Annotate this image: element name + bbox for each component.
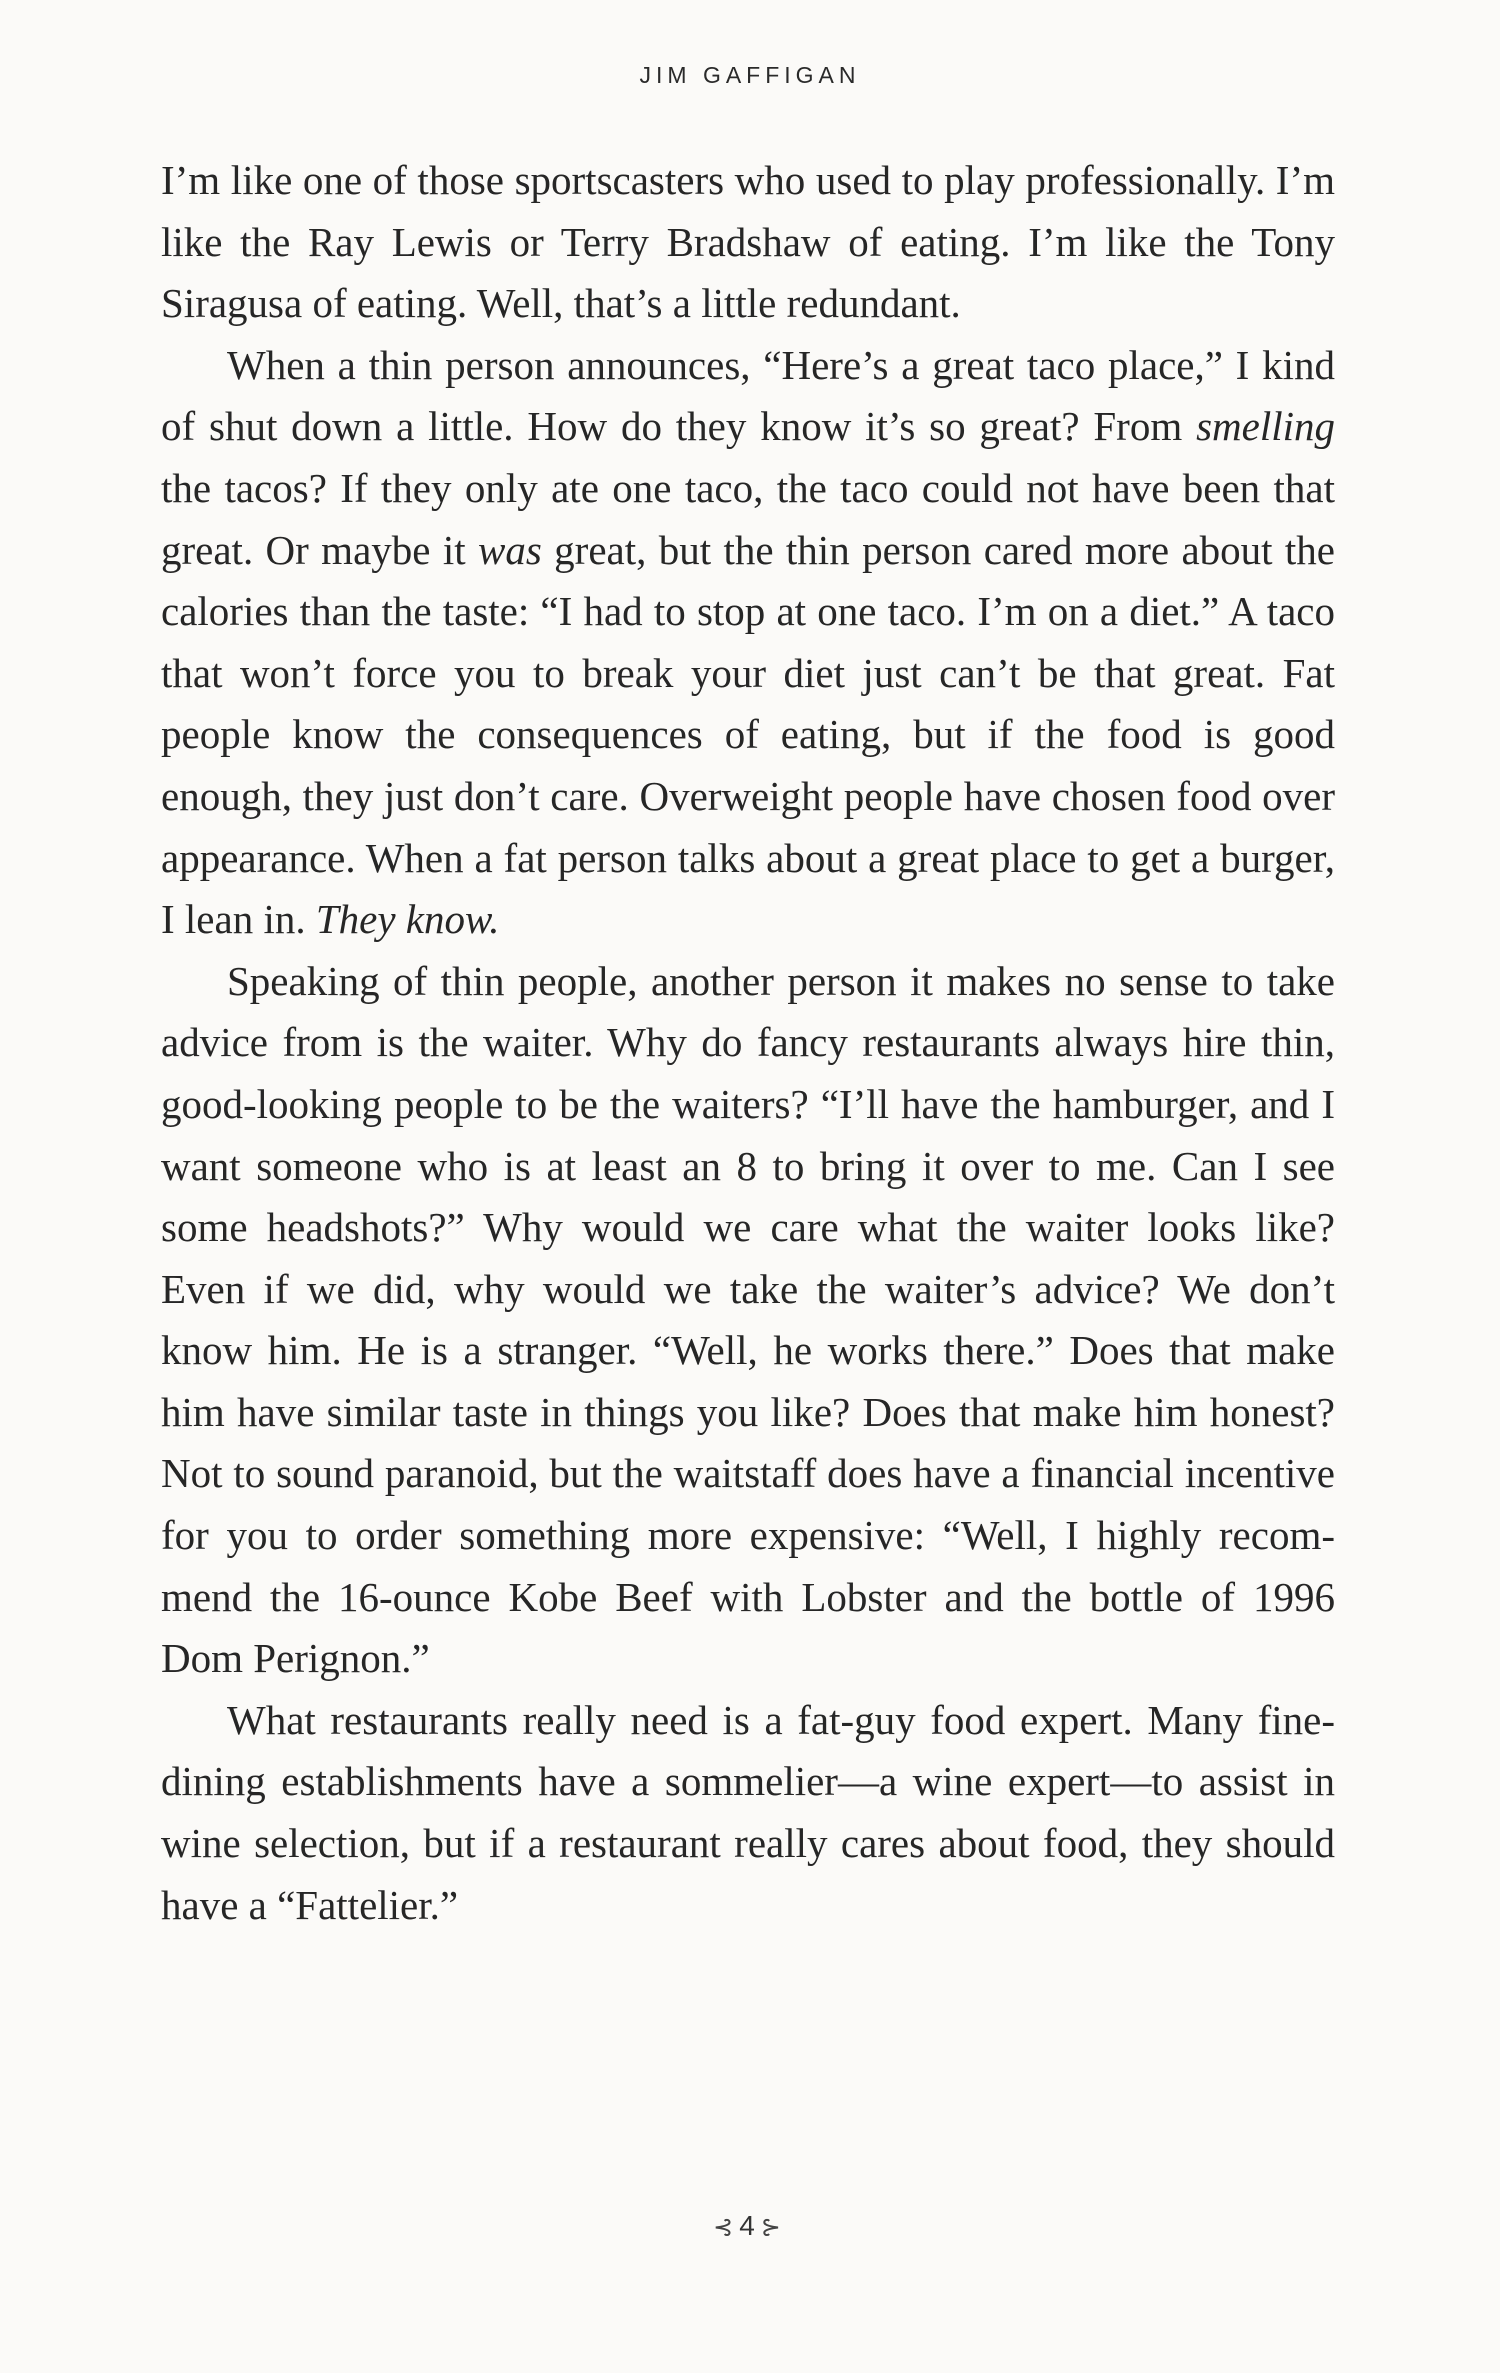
paragraph-3: Speaking of thin people, another person it makes no sense to take advice from is the waiter. Why do fancy restaurants always hire thin, good-looking people to be the waiters? “I’ll have the hamburger, and I want someone who is at least an 8 to bring it over to me. Can I see some headshots?” Why would we care what the waiter looks like? Even if we did, why would we take the waiter’s advice? We don’t know him. He is a stranger. “Well, he works there.” Does that make him have similar taste in things you like? Does that make him honest? Not to sound paranoid, but the waitstaff does have a financial incentive for you to order something more expensive: “Well, I highly recommend the 16-ounce Kobe Beef with Lobster and the bottle of 1996 Dom Perignon.” (161, 957, 1335, 1682)
paragraph-4: What restaurants really need is a fat-guy food expert. Many fine-dining establishments have a sommelier—a wine expert—to assist in wine selection, but if a restaurant really cares about food, they should have a “Fattelier.” (161, 1696, 1335, 1928)
emphasis-was: was (477, 526, 542, 573)
page-number: 4 (739, 2210, 761, 2241)
emphasis-smelling: smelling (1196, 403, 1335, 450)
running-head: JIM GAFFIGAN (639, 62, 861, 88)
paragraph-2-part-a: When a thin person announces, “Here’s a great taco place,” I kind of shut down a little. How do they know it’s so great? From (161, 341, 1335, 450)
paragraph-2-part-c: great, but the thin person cared more about the calories than the taste: “I had to stop at one taco. I’m on a diet.” A taco that won’t force you to break your diet just can’t be that great. Fat people know the consequences of eating, but if the food is good enough, they just don’t care. Overweight people have chosen food over appearance. When a fat person talks about a great place to get a burger, I lean in. (161, 526, 1335, 943)
paragraph-2-part-b: the tacos? If they only ate one taco, the taco could not have been that great. Or maybe it (161, 464, 1335, 573)
body-text (161, 150, 1335, 1936)
paragraph-2 (161, 335, 1335, 951)
folio-ornament-left-icon: ⊰ (713, 2213, 740, 2241)
paragraph-1: I’m like one of those sportscasters who used to play professionally. I’m like the Ray Lewis or Terry Bradshaw of eating. I’m like the Tony Siragusa of eating. Well, that’s a little redundant. (161, 157, 1335, 327)
page-folio (0, 2210, 1500, 2242)
folio-ornament-right-icon: ⊱ (760, 2213, 787, 2241)
emphasis-they-know: They know. (315, 896, 500, 943)
